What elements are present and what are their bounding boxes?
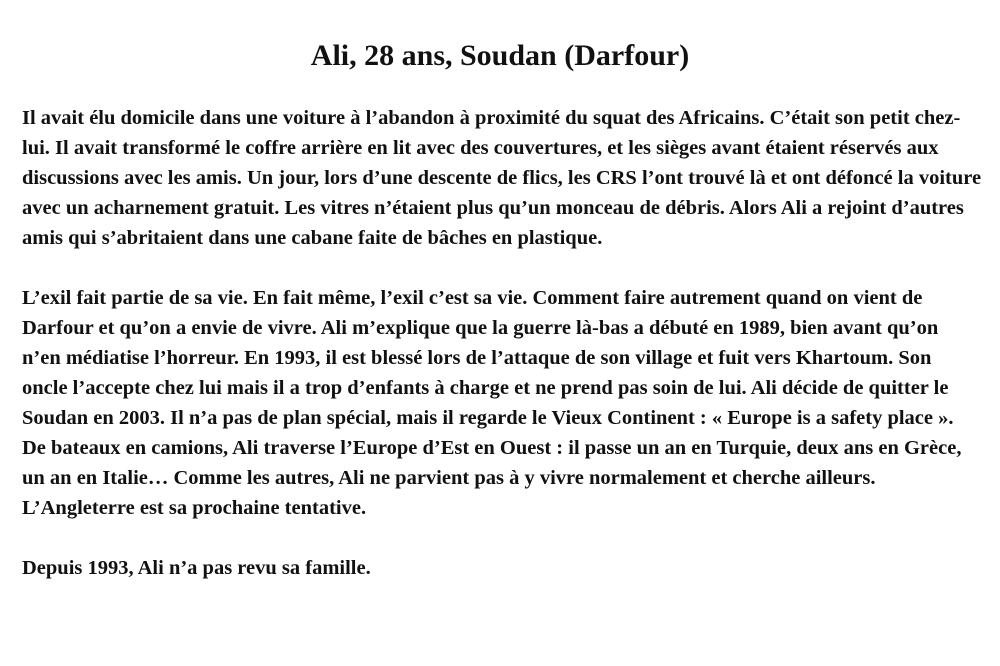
paragraph-spacer [22, 253, 982, 283]
paragraph-spacer [22, 523, 982, 553]
paragraph-car-shelter: Il avait élu domicile dans une voiture à l’abandon à proximité du squat des Africains. C’était son petit chez-lui. Il avait transformé le coffre arrière en lit avec des couvertures, et les sièges avant étaient réservés aux discussions avec les amis. Un jour, lors d’une descente de flics, les CRS l’ont trouvé là et ont défoncé la voiture avec un acharnement gratuit. Les vitres n’étaient plus qu’un monceau de débris. Alors Ali a rejoint d’autres amis qui s’abritaient dans une cabane faite de bâches en plastique. [22, 107, 982, 249]
paragraph-family: Depuis 1993, Ali n’a pas revu sa famille. [22, 557, 371, 579]
document-body [22, 103, 982, 583]
paragraph-exile: L’exil fait partie de sa vie. En fait même, l’exil c’est sa vie. Comment faire autrement quand on vient de Darfour et qu’on a envie de vivre. Ali m’explique que la guerre là-bas a débuté en 1989, bien avant qu’on n’en médiatise l’horreur. En 1993, il est blessé lors de l’attaque de son village et fuit vers Khartoum. Son oncle l’accepte chez lui mais il a trop d’enfants à charge et ne prend pas soin de lui. Ali décide de quitter le Soudan en 2003. Il n’a pas de plan spécial, mais il regarde le Vieux Continent : « Europe is a safety place ». [22, 287, 954, 429]
document-title: Ali, 28 ans, Soudan (Darfour) [310, 39, 690, 72]
paragraph-journey: De bateaux en camions, Ali traverse l’Europe d’Est en Ouest : il passe un an en Turquie, deux ans en Grèce, un an en Italie… Comme les autres, Ali ne parvient pas à y vivre normalement et cherche ailleurs. L’Angleterre est sa prochaine tentative. [22, 437, 962, 519]
